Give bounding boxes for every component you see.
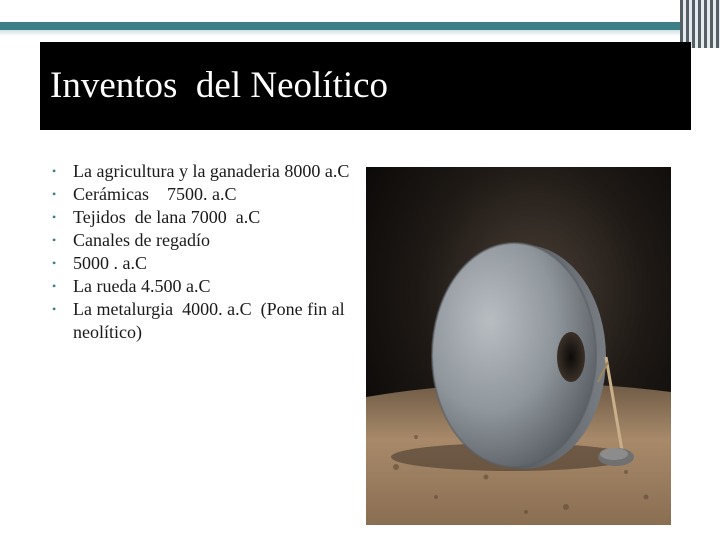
bullet-text: La metalurgia 4000. a.C (Pone fin al neolítico) [73,299,350,342]
bullet-item [52,160,352,183]
bullet-item [52,206,352,229]
bullet-icon: • [52,302,57,316]
bullet-list [52,160,352,344]
corner-decoration [680,0,720,48]
bullet-text: La rueda 4.500 a.C [73,276,211,296]
bullet-icon: • [52,279,57,293]
bullet-item [52,275,352,298]
bullet-item [52,183,352,206]
bullet-text: Canales de regadío [73,230,210,250]
bullet-text: 5000 . a.C [73,253,147,273]
bullet-icon: • [52,187,57,201]
bullet-item [52,252,352,275]
bullet-text: Tejidos de lana 7000 a.C [73,207,261,227]
bullet-text: La agricultura y la ganaderia 8000 a.C [73,161,350,181]
bullet-item [52,298,352,344]
bullet-icon: • [52,256,57,270]
bullet-icon: • [52,210,57,224]
bullet-item [52,229,352,252]
stone-wheel-photo [366,167,671,525]
header-stripe [0,0,720,36]
bullet-icon: • [52,164,57,178]
title-bar [40,42,691,130]
bullet-text: Cerámicas 7500. a.C [73,184,237,204]
slide-title: Inventos del Neolítico [50,65,389,106]
bullet-icon: • [52,233,57,247]
